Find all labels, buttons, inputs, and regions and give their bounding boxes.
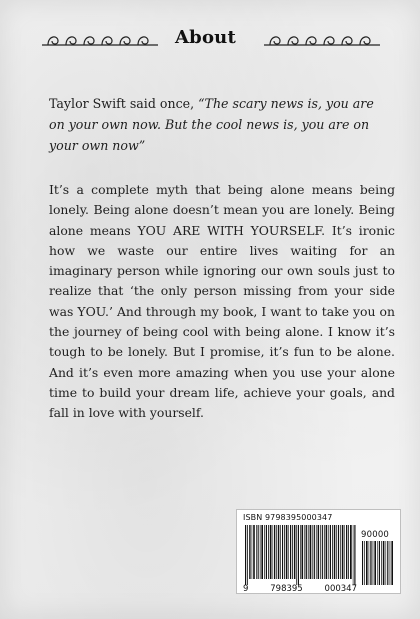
quote-text: “The scary news is, you are on your own now. But the cool news is, you are on your own now” [49, 96, 374, 153]
header [0, 22, 420, 58]
left-swirl-ornament-icon [40, 31, 160, 51]
barcode-digits-left: 798395 [270, 584, 303, 594]
quote-block [49, 93, 389, 156]
price-code: 90000 [361, 530, 390, 540]
about-paragraph: It’s a complete myth that being alone means being lonely. Being alone doesn’t mean you are lonely. Being alone means YOU ARE WITH YOURSELF. It’s ironic how we waste our entire lives waiting for an imaginary person while ignoring our own souls just to realize that ‘the only person missing from your side was YOU.’ And through my book, I want to take you on the journey of being cool with being alone. I know it’s tough to be lonely. But I promise, it’s fun to be alone. And it’s even more amazing when you use your alone time to build your dream life, achieve your goals, and fall in love with yourself. [49, 182, 395, 421]
barcode-digits-right: 000347 [324, 584, 357, 594]
right-swirl-ornament-icon [262, 31, 382, 51]
barcode-digit-first: 9 [243, 584, 249, 594]
barcode-icon [243, 525, 358, 585]
isbn-label: ISBN 9798395000347 [243, 513, 333, 522]
quote-lead: Taylor Swift said once, [49, 96, 199, 111]
about-heading: About [175, 27, 236, 48]
barcode-panel [236, 509, 401, 594]
barcode-addon-icon [361, 541, 395, 585]
barcode-digits [243, 585, 358, 594]
